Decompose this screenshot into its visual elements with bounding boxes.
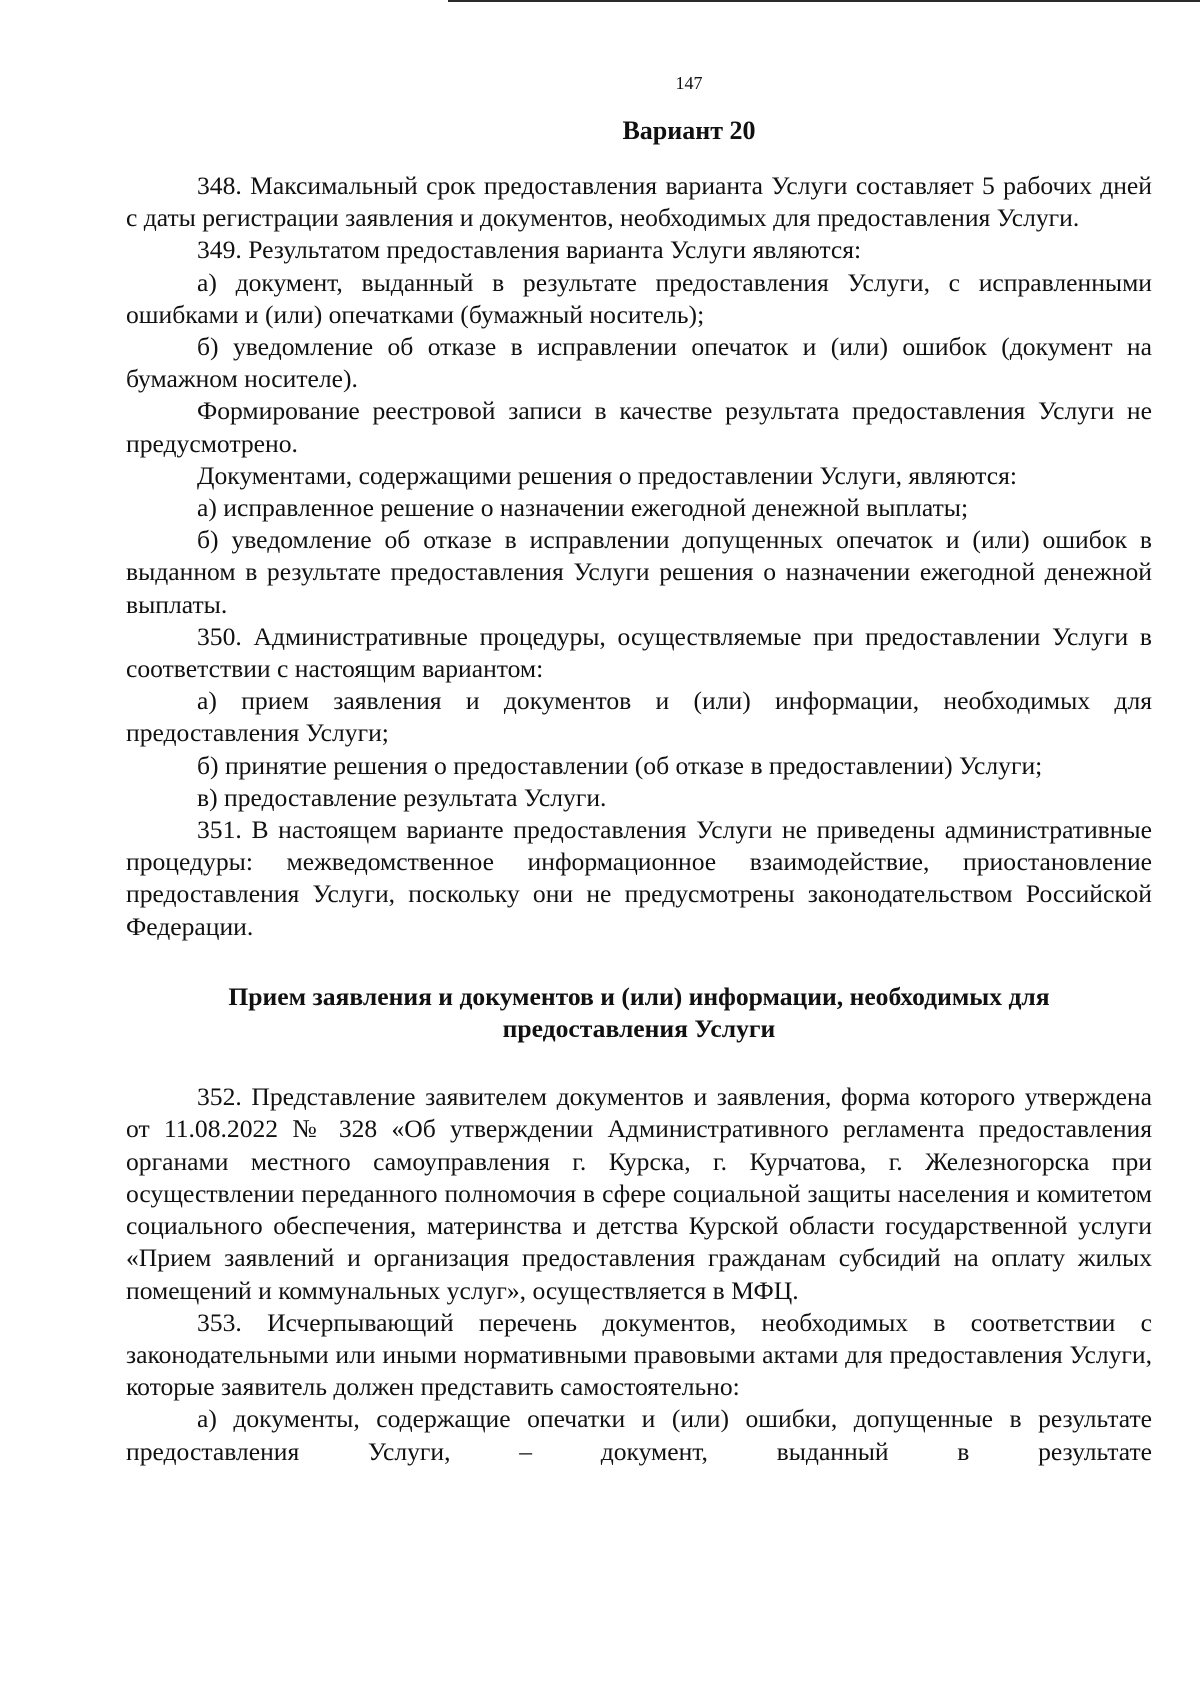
paragraph-decision-b: б) уведомление об отказе в исправлении допущенных опечаток и (или) ошибок в выданном в результате предоставления Услуги решения о назначении ежегодной денежной выплаты. xyxy=(126,525,1152,619)
paragraph-decision-a: а) исправленное решение о назначении ежегодной денежной выплаты; xyxy=(197,493,969,523)
paragraph-350: 350. Административные процедуры, осуществляемые при предоставлении Услуги в соответствии с настоящим вариантом: xyxy=(126,621,1152,684)
paragraph-351: 351. В настоящем варианте предоставления Услуги не приведены административные процедуры: межведомственное информационное взаимодействие, приостановление предоставления Услуги, поскольку они не предусмотрены законодательством Российской Федерации. xyxy=(126,815,1152,941)
variant-title: Вариант 20 xyxy=(622,116,756,145)
paragraph-349: 349. Результатом предоставления варианта Услуги являются: xyxy=(197,235,862,265)
page-number: 147 xyxy=(675,73,703,93)
section-heading: Прием заявления и документов и (или) информации, необходимых для предоставления Услуги xyxy=(228,981,1050,1044)
paragraph-350-b: б) принятие решения о предоставлении (об отказе в предоставлении) Услуги; xyxy=(197,750,1043,780)
paragraph-353: 353. Исчерпывающий перечень документов, необходимых в соответствии с законодательными или иными нормативными правовыми актами для предоставления Услуги, которые заявитель должен представить самостоятельно: xyxy=(126,1307,1152,1402)
paragraph-348: 348. Максимальный срок предоставления варианта Услуги составляет 5 рабочих дней с даты регистрации заявления и документов, необходимых для предоставления Услуги. xyxy=(126,171,1152,233)
paragraph-352: 352. Представление заявителем документов и заявления, форма которого утверждена от 11.08.2022 № 328 «Об утверждении Административного регламента предоставления органами местного самоуправления г. Курска, г. Курчатова, г. Железногорска при осуществлении переданного полномочия в сфере социальной защиты населения и комитетом социального обеспечения, материнства и детства Курской области государственной услуги «Прием заявлений и организация предоставления гражданам субсидий на оплату жилых помещений и коммунальных услуг», осуществляется в МФЦ. xyxy=(126,1082,1152,1305)
paragraph-350-a: а) прием заявления и документов и (или) информации, необходимых для предоставления Услуги; xyxy=(126,686,1152,748)
paragraph-registry-note: Формирование реестровой записи в качестве результата предоставления Услуги не предусмотрено. xyxy=(126,396,1152,458)
paragraph-353-a: а) документы, содержащие опечатки и (или) ошибки, допущенные в результате предоставления Услуги, – документ, выданный в результате xyxy=(126,1404,1152,1466)
paragraph-349-b: б) уведомление об отказе в исправлении опечаток и (или) ошибок (документ на бумажном носителе). xyxy=(126,332,1152,394)
scan-top-edge xyxy=(448,0,1200,2)
paragraph-349-a: а) документ, выданный в результате предоставления Услуги, с исправленными ошибками и (или) опечатками (бумажный носитель); xyxy=(126,267,1152,329)
paragraph-decision-documents: Документами, содержащими решения о предоставлении Услуги, являются: xyxy=(197,460,1018,490)
paragraph-350-c: в) предоставление результата Услуги. xyxy=(197,782,607,812)
section-application-intake xyxy=(126,1081,1152,1467)
section-variant-20 xyxy=(126,170,1152,943)
document-page xyxy=(126,72,1152,1468)
